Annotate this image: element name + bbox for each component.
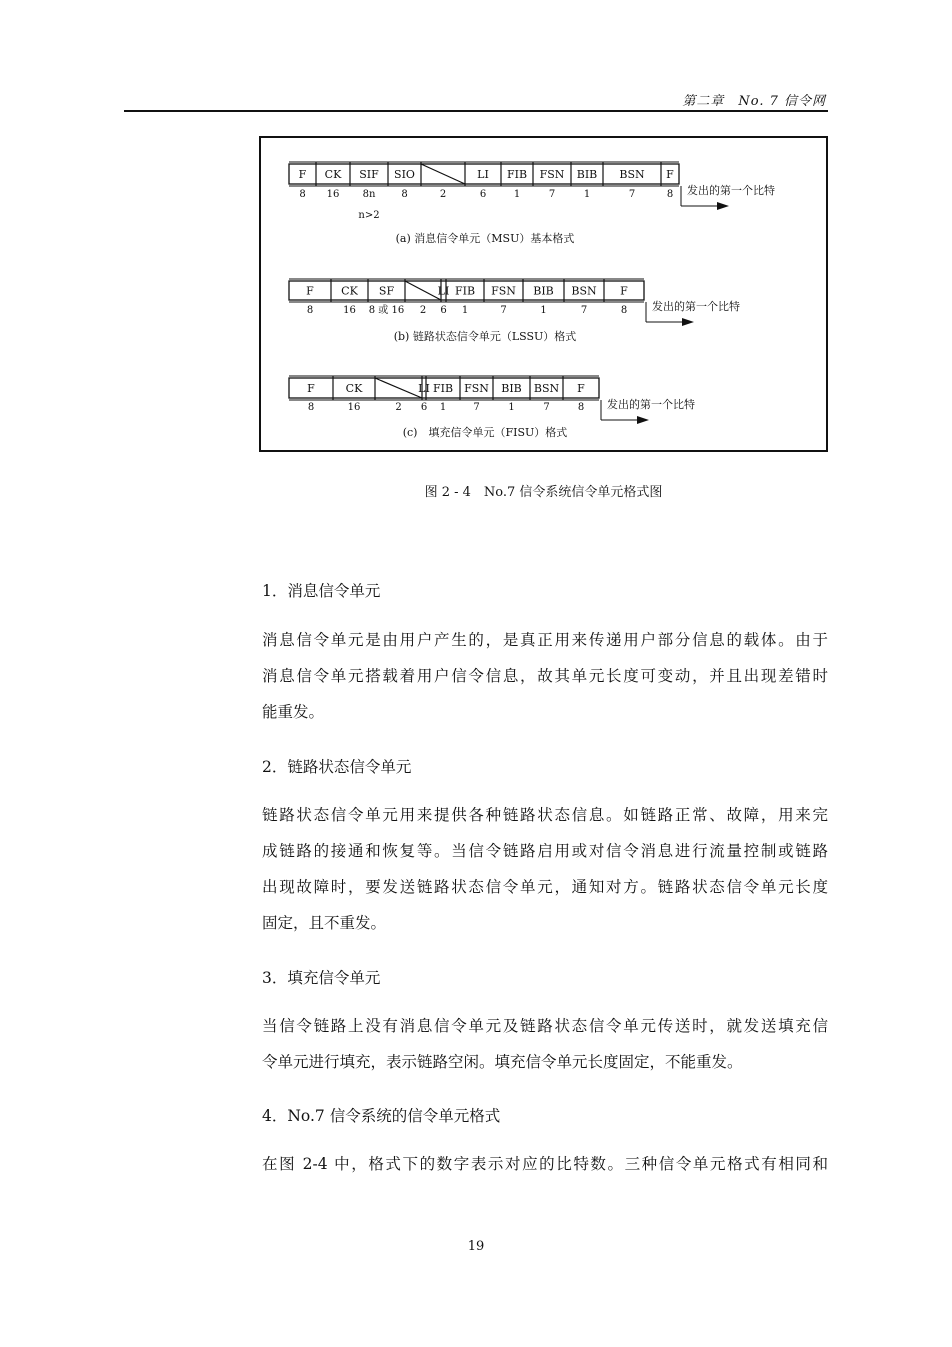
field-label: CK <box>324 168 342 181</box>
bit-count-label: 7 <box>580 305 588 316</box>
field-label: BIB <box>576 168 598 181</box>
section-heading-4: 4．No.7 信令系统的信令单元格式 <box>262 1107 501 1125</box>
paragraph-line: 令单元进行填充，表示链路空闲。填充信令单元长度固定，不能重发。 <box>262 1053 743 1071</box>
paragraph-line: 消息信令单元搭载着用户信令信息，故其单元长度可变动，并且出现差错时 <box>262 667 828 685</box>
bit-count-label: 7 <box>543 402 550 413</box>
field-label: SIO <box>394 168 415 181</box>
paragraph-line: 能重发。 <box>262 703 325 721</box>
bit-count-label: 8 <box>620 305 628 316</box>
bit-count-label: 1 <box>513 189 521 200</box>
bit-count-label: 8 <box>577 402 585 413</box>
bit-count-label: 8 或 16 <box>368 305 405 316</box>
section-paragraph-3 <box>262 1008 828 1080</box>
paragraph-line: 在图 2-4 中，格式下的数字表示对应的比特数。三种信令单元格式有相同和 <box>262 1155 828 1173</box>
figure-caption: 图 2 - 4 No.7 信令系统信令单元格式图 <box>424 485 663 500</box>
field-label: FIB <box>506 168 528 181</box>
bit-count-label: 2 <box>439 189 447 200</box>
field-label: F <box>620 284 628 298</box>
field-label: LI <box>437 284 450 298</box>
bit-count-label: 7 <box>473 402 480 413</box>
paragraph-line: 链路状态信令单元用来提供各种链路状态信息。如链路正常、故障，用来完 <box>262 806 828 824</box>
bit-count-label: 1 <box>461 305 469 316</box>
field-label: BIB <box>533 284 554 298</box>
bit-count-label: 7 <box>500 305 507 316</box>
bit-count-label: 8n <box>362 189 376 200</box>
note-label: n>2 <box>358 210 380 221</box>
field-label: FIB <box>454 284 476 298</box>
direction-label: 发出的第一个比特 <box>687 184 775 197</box>
bit-count-label: 8 <box>299 189 306 200</box>
bit-count-label: 7 <box>548 189 556 200</box>
paragraph-line: 当信令链路上没有消息信令单元及链路状态信令单元传送时，就发送填充信 <box>262 1017 828 1035</box>
field-label: LI <box>477 168 489 181</box>
bit-count-label: 8 <box>401 189 408 200</box>
arrow-head-icon <box>637 416 649 424</box>
section-heading-1: 1．消息信令单元 <box>262 582 381 600</box>
field-label: F <box>307 382 315 395</box>
spare-field-diagonal <box>421 164 465 184</box>
paragraph-line: 消息信令单元是由用户产生的，是真正用来传递用户部分信息的载体。由于 <box>262 631 828 649</box>
direction-label: 发出的第一个比特 <box>652 300 740 313</box>
field-label: BIB <box>501 382 522 395</box>
bit-count-label: 16 <box>326 189 340 200</box>
section-paragraph-2 <box>262 797 828 941</box>
diagram-caption: (b) 链路状态信令单元（LSSU）格式 <box>393 330 577 343</box>
page-number: 19 <box>467 1239 485 1254</box>
figure-box <box>259 136 828 452</box>
bit-count-label: 1 <box>508 402 515 413</box>
field-label: CK <box>341 284 358 298</box>
bit-count-label: 2 <box>419 305 427 316</box>
section-paragraph-1 <box>262 622 828 730</box>
paragraph-line: 固定，且不重发。 <box>262 914 387 932</box>
bit-count-label: 16 <box>347 402 361 413</box>
bit-count-label: 8 <box>306 305 314 316</box>
chapter-header: 第二章 No. 7 信令网 <box>682 94 826 109</box>
field-label: BSN <box>619 168 645 181</box>
paragraph-line: 出现故障时，要发送链路状态信令单元，通知对方。链路状态信令单元长度 <box>262 878 828 896</box>
header-rule <box>124 110 828 112</box>
section-paragraph-4 <box>262 1146 828 1182</box>
paragraph-line: 成链路的接通和恢复等。当信令链路启用或对信令消息进行流量控制或链路 <box>262 842 828 860</box>
signal-unit-format-figure <box>261 138 826 450</box>
field-label: FSN <box>539 168 565 181</box>
field-label: FSN <box>464 382 489 395</box>
field-label: F <box>666 168 674 181</box>
field-label: SF <box>378 284 395 298</box>
field-label: BSN <box>571 284 597 298</box>
field-label: F <box>306 284 314 298</box>
bit-count-label: 2 <box>395 402 402 413</box>
field-label: CK <box>345 382 363 395</box>
field-label: BSN <box>533 382 560 395</box>
bit-count-label: 1 <box>583 189 591 200</box>
bit-count-label: 8 <box>307 402 315 413</box>
bit-count-label: 1 <box>439 402 447 413</box>
bit-count-label: 16 <box>343 305 356 316</box>
field-label: SIF <box>359 168 379 181</box>
section-heading-2: 2．链路状态信令单元 <box>262 758 412 776</box>
field-label: F <box>298 168 307 181</box>
spare-field-diagonal <box>375 378 422 398</box>
field-label: FIB <box>432 382 454 395</box>
bit-count-label: 6 <box>440 305 447 316</box>
spare-field-diagonal <box>405 281 441 300</box>
arrow-head-icon <box>682 318 694 326</box>
bit-count-label: 7 <box>628 189 636 200</box>
field-label: FSN <box>491 284 516 298</box>
bit-count-label: 6 <box>420 402 428 413</box>
bit-count-label: 6 <box>479 189 487 200</box>
section-heading-3: 3．填充信令单元 <box>262 969 381 987</box>
diagram-caption: (a) 消息信令单元（MSU）基本格式 <box>395 232 575 245</box>
diagram-caption: (c) 填充信令单元（FISU）格式 <box>402 426 568 439</box>
field-label: LI <box>418 382 430 395</box>
direction-label: 发出的第一个比特 <box>607 398 695 411</box>
bit-count-label: 8 <box>666 189 674 200</box>
bit-count-label: 1 <box>540 305 547 316</box>
field-label: F <box>577 382 585 395</box>
arrow-head-icon <box>717 202 729 210</box>
